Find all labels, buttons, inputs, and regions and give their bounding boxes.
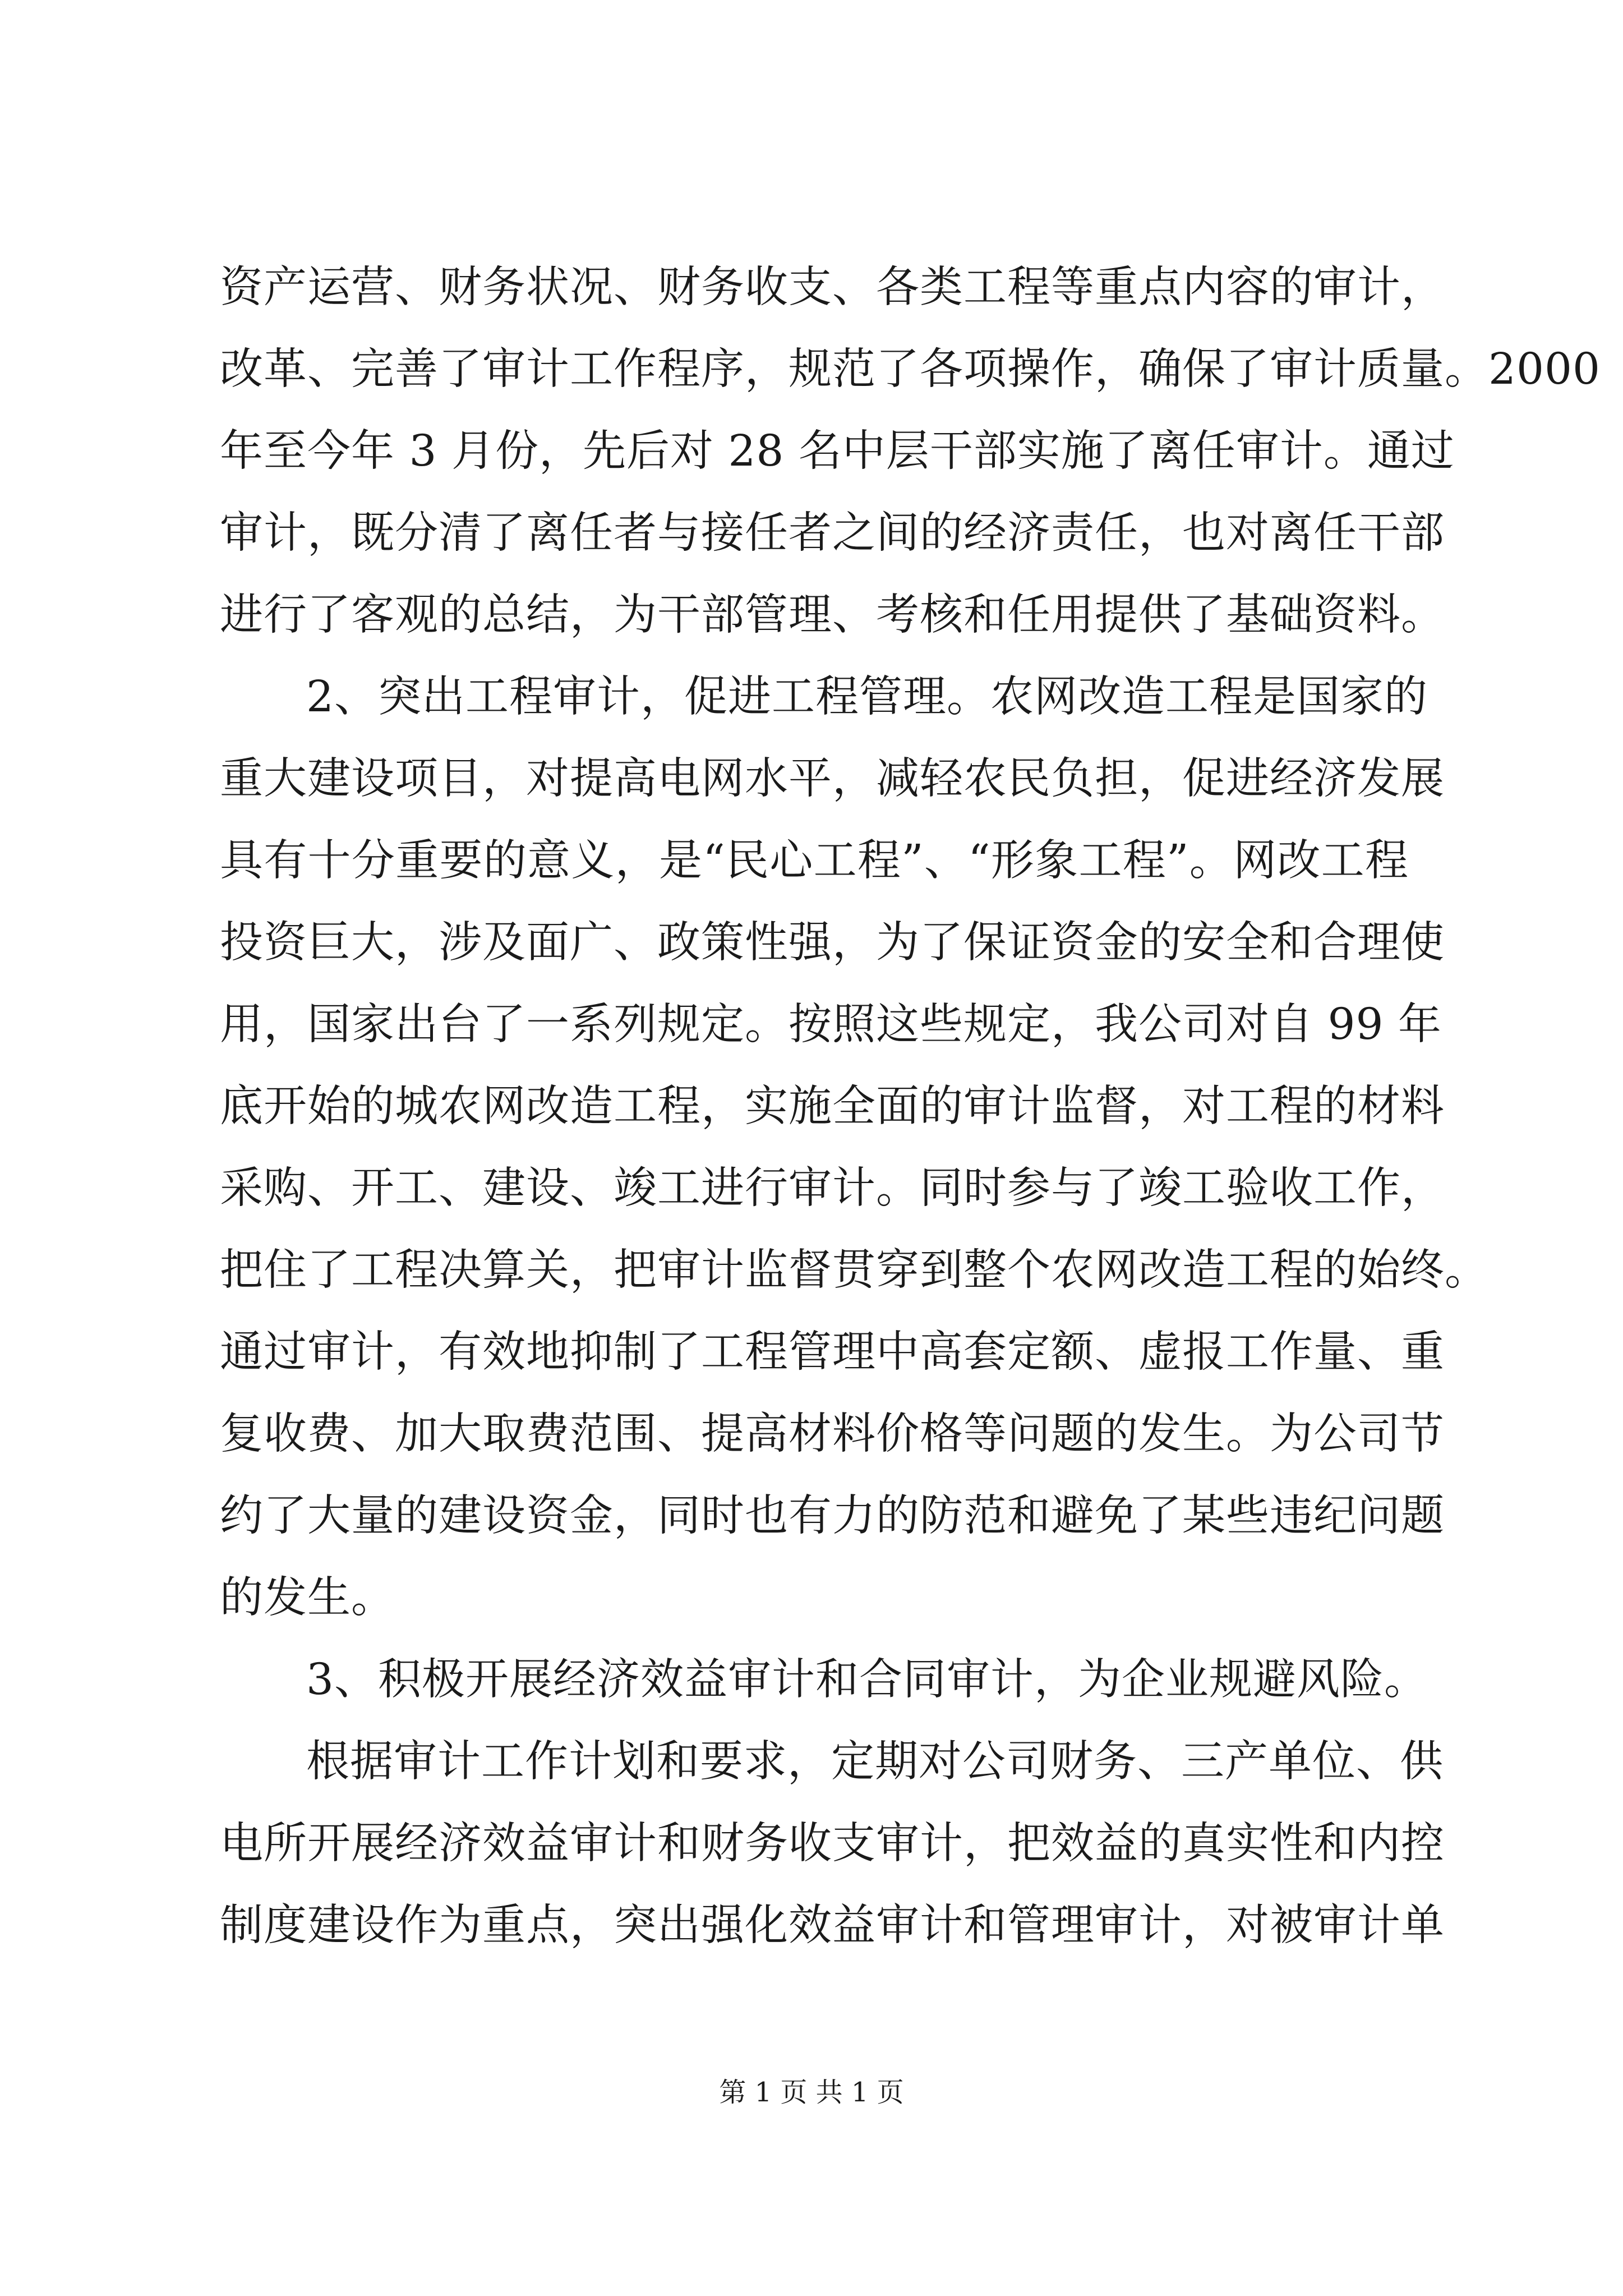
- page-footer: 第 1 页 共 1 页: [719, 2077, 904, 2108]
- text-line: 资产运营、财务状况、财务收支、各类工程等重点内容的审计，: [220, 263, 1445, 312]
- text-line: 通过审计，有效地抑制了工程管理中高套定额、虚报工作量、重: [220, 1327, 1445, 1377]
- text-line: 约了大量的建设资金，同时也有力的防范和避免了某些违纪问题: [220, 1491, 1445, 1541]
- text-line: 复收费、加大取费范围、提高材料价格等问题的发生。为公司节: [220, 1409, 1445, 1459]
- text-line: 投资巨大，涉及面广、政策性强，为了保证资金的安全和合理使: [220, 918, 1445, 968]
- text-line: 制度建设作为重点，突出强化效益审计和管理审计，对被审计单: [220, 1901, 1445, 1950]
- text-line: 采购、开工、建设、竣工进行审计。同时参与了竣工验收工作，: [220, 1163, 1445, 1213]
- text-line: 底开始的城农网改造工程，实施全面的审计监督，对工程的材料: [220, 1082, 1445, 1131]
- text-line: 重大建设项目，对提高电网水平，减轻农民负担，促进经济发展: [220, 754, 1445, 804]
- text-line: 改革、完善了审计工作程序，规范了各项操作，确保了审计质量。2000: [220, 344, 1601, 394]
- text-line: 用，国家出台了一系列规定。按照这些规定，我公司对自 99 年: [220, 1000, 1442, 1050]
- text-line: 审计，既分清了离任者与接任者之间的经济责任，也对离任干部: [220, 508, 1445, 558]
- text-line: 根据审计工作计划和要求，定期对公司财务、三产单位、供: [306, 1737, 1444, 1787]
- text-line: 电所开展经济效益审计和财务收支审计，把效益的真实性和内控: [220, 1819, 1445, 1869]
- text-line: 年至今年 3 月份，先后对 28 名中层干部实施了离任审计。通过: [220, 426, 1455, 476]
- text-line: 具有十分重要的意义，是“民心工程”、“形象工程”。网改工程: [220, 836, 1409, 886]
- text-line: 3、积极开展经济效益审计和合同审计，为企业规避风险。: [306, 1655, 1428, 1705]
- text-line: 把住了工程决算关，把审计监督贯穿到整个农网改造工程的始终。: [220, 1245, 1488, 1295]
- text-line: 的发生。: [220, 1573, 395, 1623]
- text-line: 2、突出工程审计，促进工程管理。农网改造工程是国家的: [306, 672, 1428, 722]
- document-body: [220, 247, 1601, 1967]
- text-line: 进行了客观的总结，为干部管理、考核和任用提供了基础资料。: [220, 590, 1445, 640]
